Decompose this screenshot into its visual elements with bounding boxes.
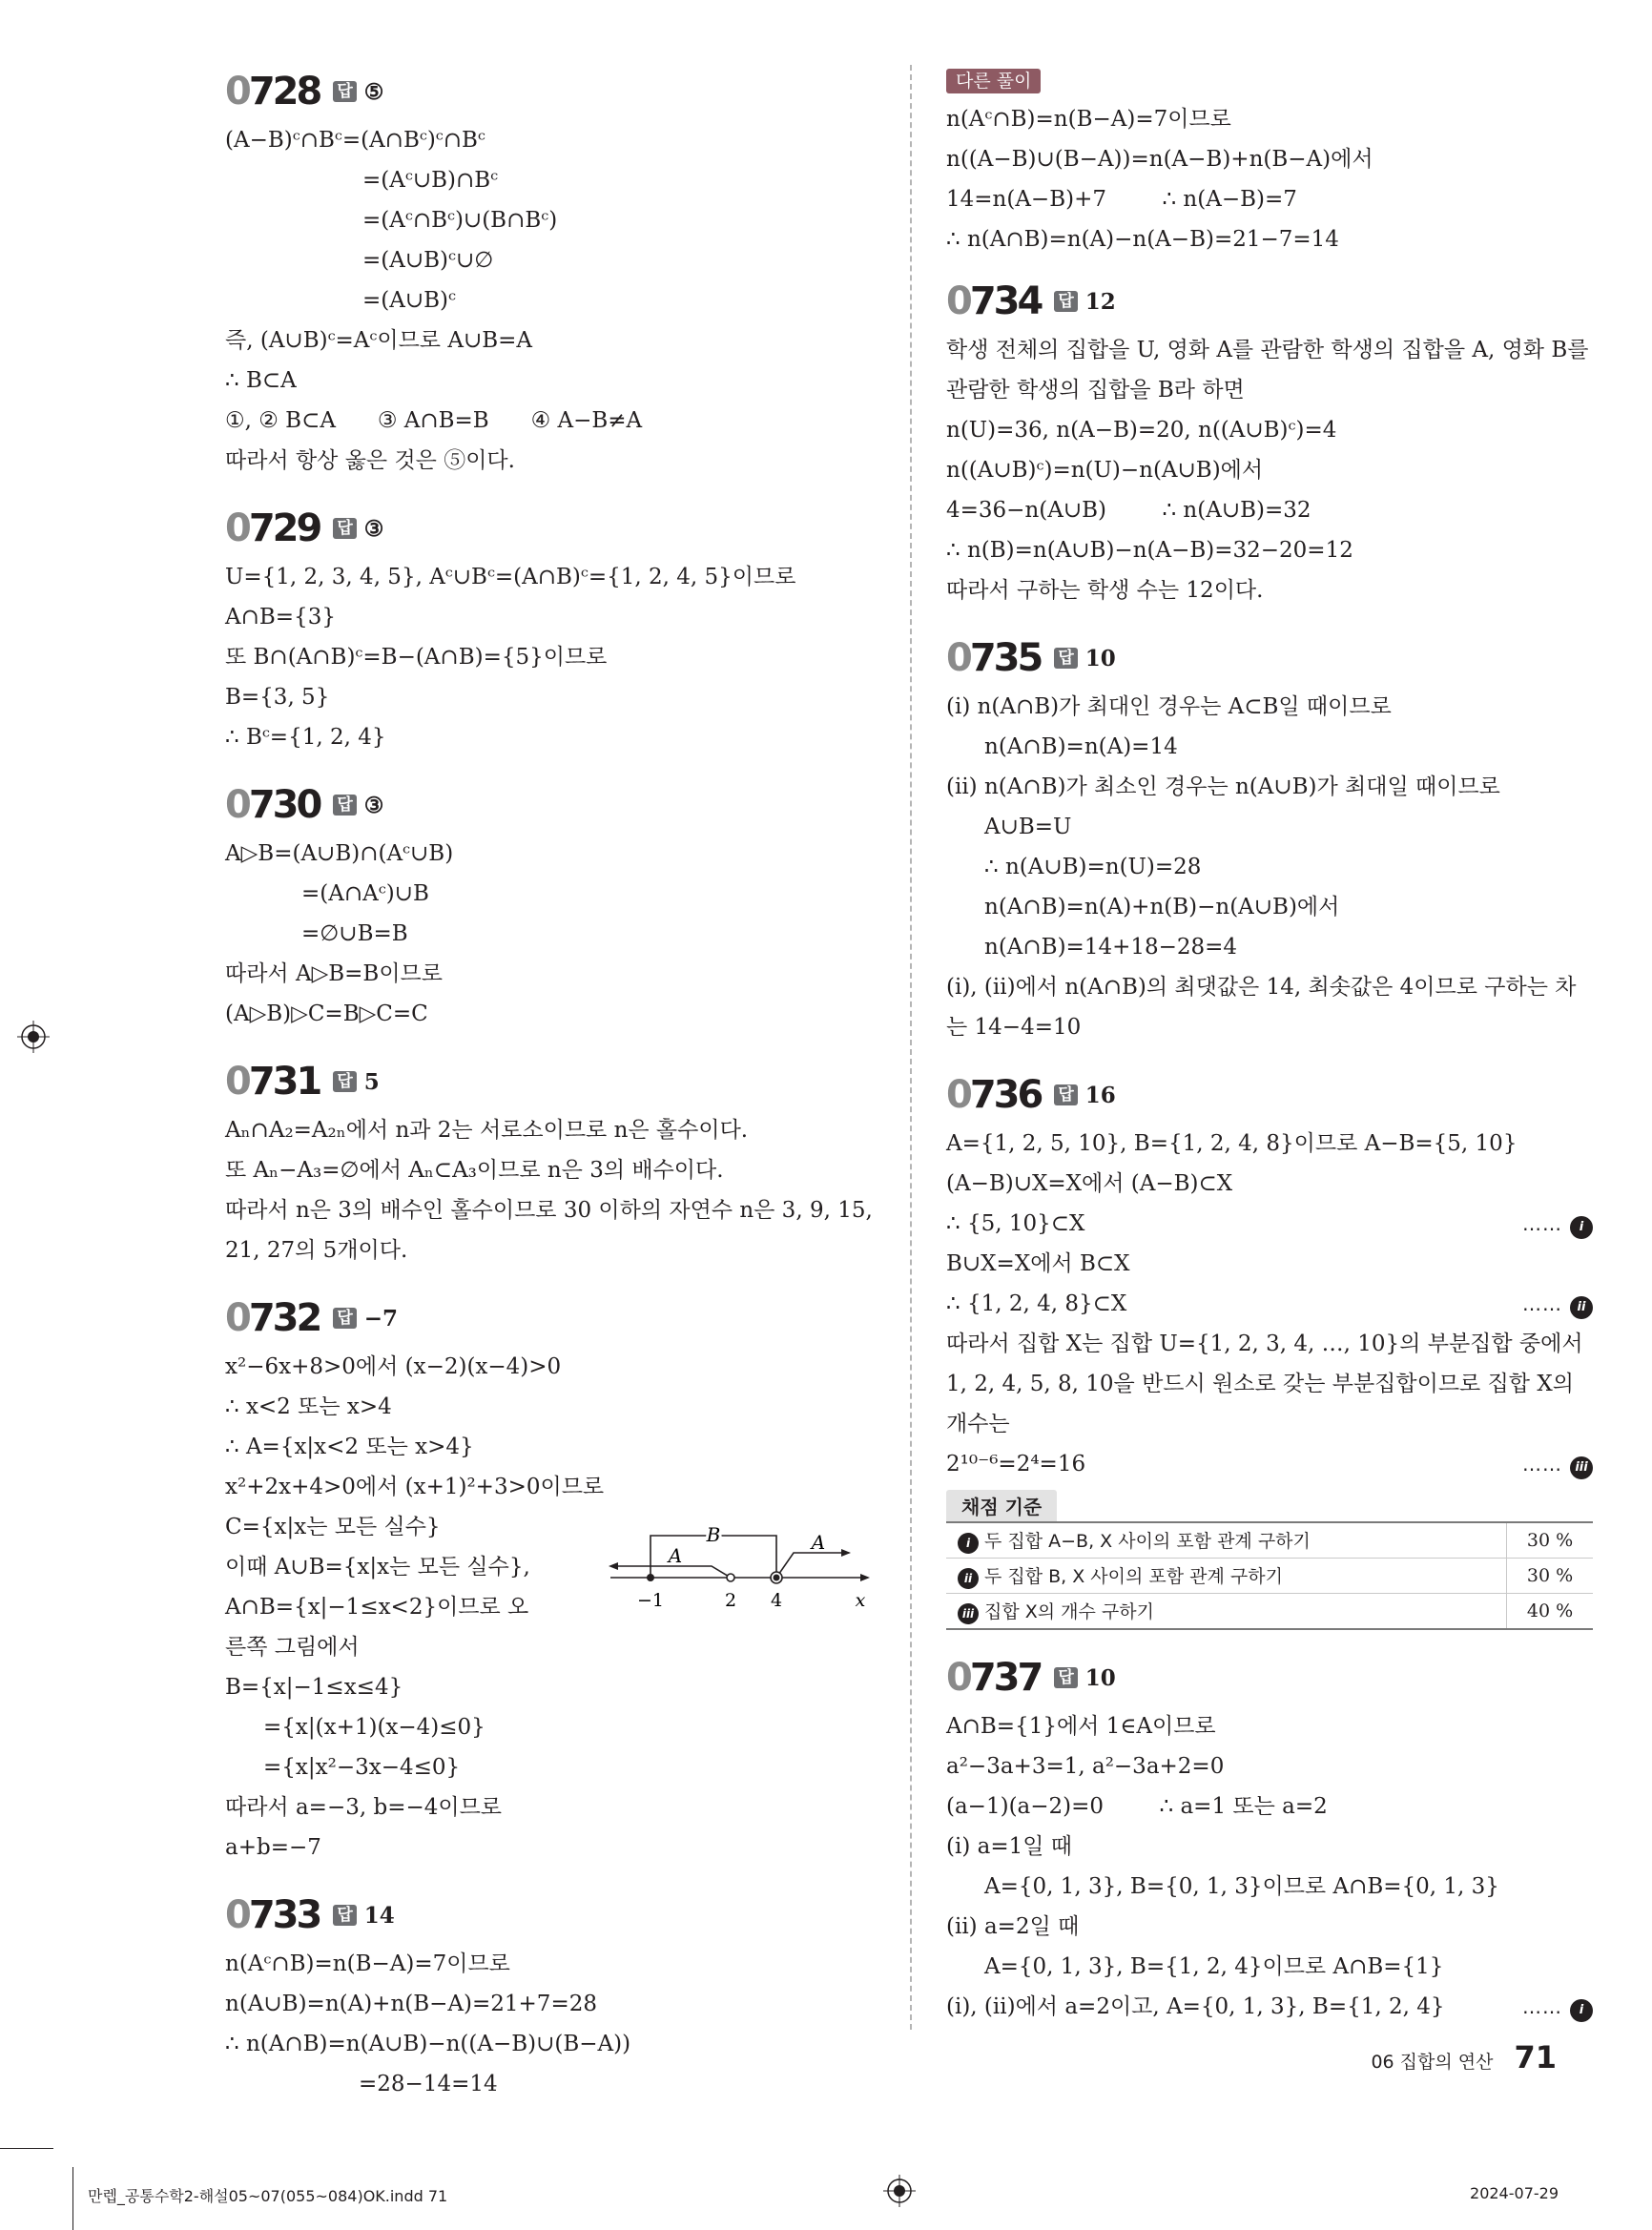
problem-0729 xyxy=(225,506,881,757)
solution-line: ∴ n(A∩B)=n(A∪B)−n((A−B)∪(B−A)) xyxy=(225,2032,631,2056)
answer-tag: 답 xyxy=(333,1071,356,1092)
solution-line: 또 B∩(A∩B)ᶜ=B−(A∩B)={5}이므로 xyxy=(225,645,608,670)
alt-solution-badge: 다른 풀이 xyxy=(946,69,1041,93)
answer: ③ xyxy=(363,792,384,818)
step-mark-iii: iii xyxy=(1570,1456,1593,1479)
grading-row: iii 집합 X의 개수 구하기 40 % xyxy=(946,1594,1593,1630)
step-mark-i: i xyxy=(1570,1999,1593,2022)
answer: 16 xyxy=(1084,1082,1116,1108)
solution-line: U={1, 2, 3, 4, 5}, Aᶜ∪Bᶜ=(A∩B)ᶜ={1, 2, 4, 5}이므로 xyxy=(225,565,796,589)
solution-line: n(A∩B)=14+18−28=4 xyxy=(984,935,1238,960)
step-mark-i: i xyxy=(1570,1216,1593,1239)
solution-line: 4=36−n(A∪B) ∴ n(A∪B)=32 xyxy=(946,498,1311,523)
answer-tag: 답 xyxy=(333,795,356,816)
solution-line: 따라서 n은 3의 배수인 홀수이므로 30 이하의 자연수 n은 3, 9, 15, 21, 27의 5개이다. xyxy=(225,1198,873,1263)
solution-line: B∪X=X에서 B⊂X xyxy=(946,1251,1130,1276)
problem-0737 xyxy=(946,1655,1593,2027)
solution-line: 따라서 집합 X는 집합 U={1, 2, 3, 4, …, 10}의 부분집합 중에서 1, 2, 4, 5, 8, 10을 반드시 원소로 갖는 부분집합이므로 집합 X의 개수는 xyxy=(946,1332,1583,1436)
problem-number: 0736 xyxy=(946,1073,1042,1117)
solution-line: ∴ n(A∪B)=n(U)=28 xyxy=(984,855,1202,879)
problem-number: 0734 xyxy=(946,279,1042,323)
solution-line: 따라서 a=−3, b=−4이므로 xyxy=(225,1795,503,1820)
solution-line: =(A∪B)ᶜ∪∅ xyxy=(362,248,494,273)
answer: ⑤ xyxy=(363,78,384,105)
crop-mark xyxy=(0,2148,53,2149)
solution-line: =28−14=14 xyxy=(359,2072,498,2096)
solution-line: ∴ A={x|x<2 또는 x>4} xyxy=(225,1435,474,1459)
solution-line: A={1, 2, 5, 10}, B={1, 2, 4, 8}이므로 A−B={5, 10} xyxy=(946,1131,1518,1156)
solution-line: =(A∪B)ᶜ xyxy=(362,288,456,313)
solution-line: ∴ B⊂A xyxy=(225,368,297,393)
answer: ③ xyxy=(363,515,384,542)
solution-line: 즉, (A∪B)ᶜ=Aᶜ이므로 A∪B=A xyxy=(225,328,533,353)
solution-line: (ⅰ) n(A∩B)가 최대인 경우는 A⊂B일 때이므로 xyxy=(946,694,1392,719)
solution-line: 따라서 A▷B=B이므로 xyxy=(225,961,443,986)
solution-line: n(A∪B)=n(A)+n(B−A)=21+7=28 xyxy=(225,1992,597,2016)
problem-0736 xyxy=(946,1072,1593,1630)
solution-line: ∴ n(A∩B)=n(A)−n(A−B)=21−7=14 xyxy=(946,227,1339,252)
solution-line: (ⅰ) a=1일 때 xyxy=(946,1834,1072,1859)
solution-line: A∩B={1}에서 1∈A이므로 xyxy=(946,1714,1216,1739)
solution-line: (A−B)ᶜ∩Bᶜ=(A∩Bᶜ)ᶜ∩Bᶜ xyxy=(225,128,485,153)
solution-line: x²+2x+4>0에서 (x+1)²+3>0이므로 xyxy=(225,1475,605,1499)
label-b: B xyxy=(706,1523,721,1546)
grading-mark: iii xyxy=(958,1603,979,1624)
point-2 xyxy=(727,1574,734,1581)
solution-line: A={0, 1, 3}, B={0, 1, 3}이므로 A∩B={0, 1, 3} xyxy=(984,1874,1499,1899)
solution-line: (ⅰ), (ⅱ)에서 n(A∩B)의 최댓값은 14, 최솟값은 4이므로 구하는 차는 14−4=10 xyxy=(946,975,1577,1040)
answer-tag: 답 xyxy=(1054,1667,1077,1688)
leader-dots: …… xyxy=(1522,1212,1562,1235)
solution-line: (ⅱ) n(A∩B)가 최소인 경우는 n(A∪B)가 최대일 때이므로 xyxy=(946,774,1500,799)
label-a-right: A xyxy=(811,1531,826,1554)
problem-0735 xyxy=(946,635,1593,1047)
solution-line: 학생 전체의 집합을 U, 영화 A를 관람한 학생의 집합을 A, 영화 B를 관람한 학생의 집합을 B라 하면 xyxy=(946,338,1589,403)
grading-title: 채점 기준 xyxy=(946,1490,1057,1521)
leader-dots: …… xyxy=(1522,1453,1562,1476)
solution-line: x²−6x+8>0에서 (x−2)(x−4)>0 xyxy=(225,1354,562,1379)
solution-line: ={x|x²−3x−4≤0} xyxy=(263,1755,461,1780)
problem-number: 0728 xyxy=(225,70,320,114)
registration-mark-icon xyxy=(17,1021,50,1053)
problem-number: 0733 xyxy=(225,1893,320,1937)
solution-line: n(Aᶜ∩B)=n(B−A)=7이므로 xyxy=(225,1951,510,1976)
answer-tag: 답 xyxy=(333,1308,356,1329)
answer: 5 xyxy=(363,1068,380,1095)
solution-line: 이때 A∪B={x|x는 모든 실수}, xyxy=(225,1555,530,1580)
solution-line: =(Aᶜ∩Bᶜ)∪(B∩Bᶜ) xyxy=(362,208,558,233)
number-line-figure xyxy=(607,1520,874,1616)
page-footer xyxy=(1371,2039,1557,2075)
solution-line: 2¹⁰⁻⁶=2⁴=16 …… iii xyxy=(946,1444,1593,1484)
solution-line: A∪B=U xyxy=(984,815,1072,839)
solution-line: ∴ n(B)=n(A∪B)−n(A−B)=32−20=12 xyxy=(946,538,1353,563)
problem-0731 xyxy=(225,1059,881,1270)
grading-row: ii 두 집합 B, X 사이의 포함 관계 구하기 30 % xyxy=(946,1559,1593,1594)
solution-line: a²−3a+3=1, a²−3a+2=0 xyxy=(946,1754,1225,1779)
solution-line: ∴ {5, 10}⊂X …… i xyxy=(946,1204,1593,1244)
problem-0732 xyxy=(225,1295,881,1868)
solution-line: A∩B={3} xyxy=(225,605,336,630)
solution-line: (A▷B)▷C=B▷C=C xyxy=(225,1001,428,1026)
problem-0730 xyxy=(225,782,881,1034)
column-divider xyxy=(910,65,912,2030)
solution-line: n(A∩B)=n(A)+n(B)−n(A∪B)에서 xyxy=(984,895,1340,919)
solution-line: B={x|−1≤x≤4} xyxy=(225,1675,403,1700)
tick-label: 4 xyxy=(770,1590,783,1611)
solution-line: (ⅱ) a=2일 때 xyxy=(946,1914,1080,1939)
grading-criteria xyxy=(946,1490,1593,1630)
grading-table xyxy=(946,1521,1593,1630)
answer-tag: 답 xyxy=(1054,648,1077,669)
section-title: 06 집합의 연산 xyxy=(1371,2052,1494,2073)
tick-label: −1 xyxy=(636,1590,665,1611)
step-mark-ii: ii xyxy=(1570,1296,1593,1319)
answer: 14 xyxy=(363,1902,395,1929)
point-minus-1 xyxy=(647,1574,654,1581)
solution-line: ∴ Bᶜ={1, 2, 4} xyxy=(225,725,386,750)
problem-0733 xyxy=(225,1892,881,2104)
solution-line: n(U)=36, n(A−B)=20, n((A∪B)ᶜ)=4 xyxy=(946,418,1337,443)
solution-line: (A−B)∪X=X에서 (A−B)⊂X xyxy=(946,1171,1233,1196)
print-date: 2024-07-29 xyxy=(1470,2184,1559,2202)
answer-tag: 답 xyxy=(333,518,356,539)
solution-line: =(Aᶜ∪B)∩Bᶜ xyxy=(362,168,499,193)
registration-mark-icon xyxy=(883,2175,916,2207)
problem-number: 0729 xyxy=(225,506,320,550)
problem-number: 0732 xyxy=(225,1296,320,1340)
solution-line: B={3, 5} xyxy=(225,685,330,710)
leader-dots: …… xyxy=(1522,1995,1562,2018)
solution-line: n(A∩B)=n(A)=14 xyxy=(984,734,1178,759)
label-a-left: A xyxy=(668,1544,683,1567)
solution-line: (a−1)(a−2)=0 ∴ a=1 또는 a=2 xyxy=(946,1794,1328,1819)
solution-line: ∴ {1, 2, 4, 8}⊂X …… ii xyxy=(946,1284,1593,1324)
solution-line: 따라서 구하는 학생 수는 12이다. xyxy=(946,578,1264,603)
solution-line: Aₙ∩A₂=A₂ₙ에서 n과 2는 서로소이므로 n은 홀수이다. xyxy=(225,1118,749,1143)
answer-tag: 답 xyxy=(1054,1084,1077,1105)
problem-number: 0731 xyxy=(225,1060,320,1104)
answer-tag: 답 xyxy=(1054,291,1077,312)
leader-dots: …… xyxy=(1522,1292,1562,1315)
solution-line: ∴ x<2 또는 x>4 xyxy=(225,1394,392,1419)
solution-line: a+b=−7 xyxy=(225,1835,321,1860)
solution-line: (ⅰ), (ⅱ)에서 a=2이고, A={0, 1, 3}, B={1, 2, 4} …… i xyxy=(946,1987,1593,2027)
problem-number: 0737 xyxy=(946,1656,1042,1700)
answer: 12 xyxy=(1084,288,1116,315)
solution-line: A▷B=(A∪B)∩(Aᶜ∪B) xyxy=(225,841,454,866)
tick-label: 2 xyxy=(724,1590,737,1611)
solution-line: 또 Aₙ−A₃=∅에서 Aₙ⊂A₃이므로 n은 3의 배수이다. xyxy=(225,1158,724,1183)
answer: −7 xyxy=(363,1305,399,1332)
solution-line: n((A−B)∪(B−A))=n(A−B)+n(B−A)에서 xyxy=(946,147,1373,172)
problem-number: 0735 xyxy=(946,636,1042,680)
solution-line: A∩B={x|−1≤x<2}이므로 오 xyxy=(225,1595,529,1620)
left-column xyxy=(225,69,881,2129)
grading-row: i 두 집합 A−B, X 사이의 포함 관계 구하기 30 % xyxy=(946,1522,1593,1559)
grading-mark: ii xyxy=(958,1568,979,1589)
solution-line: A={0, 1, 3}, B={1, 2, 4}이므로 A∩B={1} xyxy=(984,1954,1444,1979)
solution-line: ①, ② B⊂A ③ A∩B=B ④ A−B≠A xyxy=(225,408,643,433)
right-column xyxy=(946,69,1593,2052)
solution-line: 따라서 항상 옳은 것은 ⑤이다. xyxy=(225,448,515,473)
solution-line: ={x|(x+1)(x−4)≤0} xyxy=(263,1715,485,1740)
problem-number: 0730 xyxy=(225,783,320,827)
page-number: 71 xyxy=(1514,2039,1557,2075)
answer: 10 xyxy=(1084,645,1116,671)
crop-mark xyxy=(72,2167,73,2230)
solution-line: =∅∪B=B xyxy=(301,921,408,946)
answer-tag: 답 xyxy=(333,1905,356,1926)
solution-line: =(A∩Aᶜ)∪B xyxy=(301,881,429,906)
solution-line: n((A∪B)ᶜ)=n(U)−n(A∪B)에서 xyxy=(946,458,1264,483)
problem-0728 xyxy=(225,69,881,481)
solution-line: C={x|x는 모든 실수} xyxy=(225,1515,441,1539)
point-4 xyxy=(774,1575,780,1581)
solution-line: n(Aᶜ∩B)=n(B−A)=7이므로 xyxy=(946,107,1231,132)
solution-line: 14=n(A−B)+7 ∴ n(A−B)=7 xyxy=(946,187,1297,212)
solution-line: 른쪽 그림에서 xyxy=(225,1635,360,1660)
axis-label: x xyxy=(855,1590,866,1611)
problem-0734 xyxy=(946,279,1593,610)
file-slug: 만렙_공통수학2-해설05~07(055~084)OK.indd 71 xyxy=(88,2187,448,2205)
answer: 10 xyxy=(1084,1664,1116,1691)
alt-solution-0733 xyxy=(946,69,1593,259)
grading-mark: i xyxy=(958,1533,979,1554)
answer-tag: 답 xyxy=(333,81,356,102)
